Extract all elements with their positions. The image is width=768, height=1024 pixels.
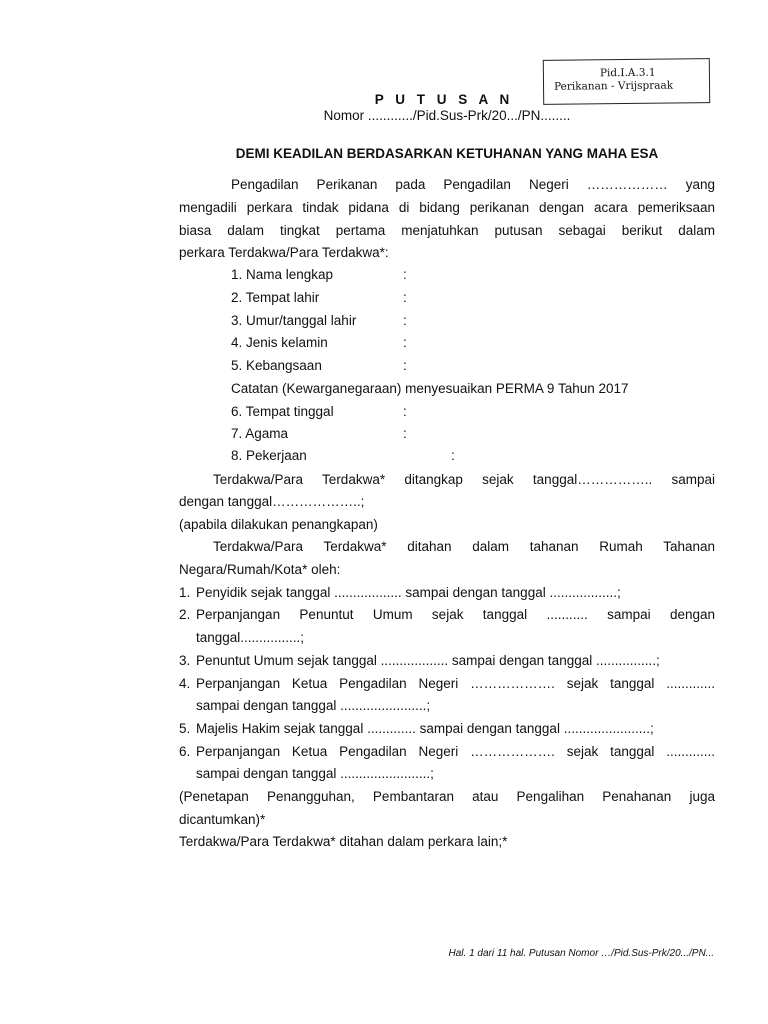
document-title: P U T U S A N [374, 92, 514, 107]
detention-item-perpanjangan-pu: Perpanjangan Penuntut Umum sejak tanggal ........... sampai dengan [196, 607, 715, 622]
irah-irah-heading: DEMI KEADILAN BERDASARKAN KETUHANAN YANG MAHA ESA [235, 146, 659, 161]
field-colon: : [403, 404, 407, 419]
field-tempat-lahir: 2. Tempat lahir [231, 290, 320, 305]
detention-item-perpanjangan-pu-cont: tanggal................; [196, 630, 305, 645]
intro-line-2: mengadili perkara tindak pidana di bidang perikanan dengan acara pemeriksaan [179, 200, 715, 215]
field-colon: : [403, 335, 407, 350]
detention-item-perpanjangan-ketua-2: Perpanjangan Ketua Pengadilan Negeri ………………. sejak tanggal ............. [196, 744, 715, 759]
arrest-note: (apabila dilakukan penangkapan) [179, 517, 378, 532]
document-number: Nomor ............/Pid.Sus-Prk/20.../PN........ [323, 108, 571, 123]
field-agama: 7. Agama [231, 426, 289, 441]
field-pekerjaan: 8. Pekerjaan [231, 448, 307, 463]
field-kebangsaan: 5. Kebangsaan [231, 358, 322, 373]
intro-line-3: biasa dalam tingkat pertama menjatuhkan putusan sebagai berikut dalam [179, 223, 715, 238]
page-footer: Hal. 1 dari 11 hal. Putusan Nomor …/Pid.Sus-Prk/20.../PN... [448, 948, 714, 959]
intro-line-1: Pengadilan Perikanan pada Pengadilan Negeri ……………… yang [231, 177, 715, 192]
field-colon: : [403, 267, 407, 282]
detention-item-penyidik: Penyidik sejak tanggal .................. sampai dengan tanggal ..................; [196, 585, 621, 600]
code-box-line-2: Perikanan - Vrijspraak [553, 79, 674, 93]
field-jenis-kelamin: 4. Jenis kelamin [231, 335, 328, 350]
field-colon: : [403, 426, 407, 441]
field-colon: : [403, 358, 407, 373]
penetapan-line-1: (Penetapan Penangguhan, Pembantaran atau Pengalihan Penahanan juga [179, 789, 715, 804]
field-nama-lengkap: 1. Nama lengkap [231, 267, 334, 282]
penetapan-line-2: dicantumkan)* [179, 812, 266, 827]
detention-line-1: Terdakwa/Para Terdakwa* ditahan dalam tahanan Rumah Tahanan [213, 539, 715, 554]
list-number: 4. [179, 676, 191, 691]
code-box-line-1: Pid.I.A.3.1 [599, 66, 656, 80]
list-number: 5. [179, 721, 191, 736]
field-colon: : [451, 448, 455, 463]
detention-item-penuntut-umum: Penuntut Umum sejak tanggal .................. sampai dengan tanggal ................; [196, 653, 660, 668]
list-number: 6. [179, 744, 191, 759]
detention-item-perpanjangan-ketua: Perpanjangan Ketua Pengadilan Negeri ………………. sejak tanggal ............. [196, 676, 715, 691]
arrest-line-2: dengan tanggal………………..; [179, 494, 365, 509]
field-colon: : [403, 290, 407, 305]
list-number: 2. [179, 607, 191, 622]
list-number: 1. [179, 585, 191, 600]
field-colon: : [403, 313, 407, 328]
field-tempat-tinggal: 6. Tempat tinggal [231, 404, 334, 419]
detention-item-majelis-hakim: Majelis Hakim sejak tanggal ............. sampai dengan tanggal .......................; [196, 721, 654, 736]
detention-item-perpanjangan-ketua-2-cont: sampai dengan tanggal ........................; [196, 766, 434, 781]
detention-item-perpanjangan-ketua-cont: sampai dengan tanggal .......................; [196, 698, 431, 713]
list-number: 3. [179, 653, 191, 668]
intro-line-4: perkara Terdakwa/Para Terdakwa*: [179, 245, 389, 260]
field-umur-tanggal-lahir: 3. Umur/tanggal lahir [231, 313, 357, 328]
other-case-detention: Terdakwa/Para Terdakwa* ditahan dalam perkara lain;* [179, 834, 508, 849]
citizenship-note: Catatan (Kewarganegaraan) menyesuaikan PERMA 9 Tahun 2017 [231, 381, 629, 396]
detention-line-2: Negara/Rumah/Kota* oleh: [179, 562, 341, 577]
arrest-line-1: Terdakwa/Para Terdakwa* ditangkap sejak tanggal…………….. sampai [213, 472, 715, 487]
